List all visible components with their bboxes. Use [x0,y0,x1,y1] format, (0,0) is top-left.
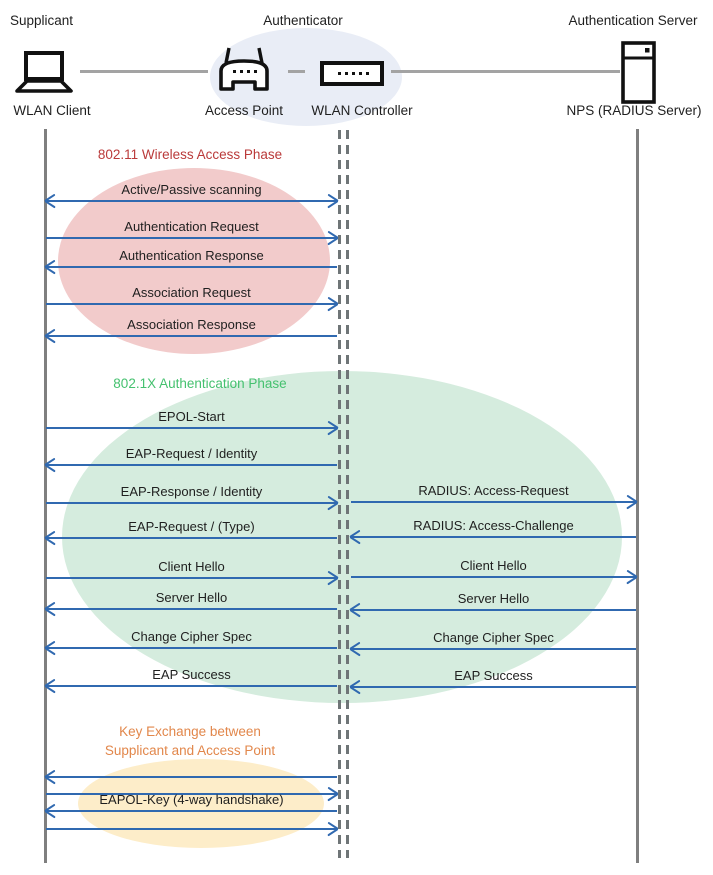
arrow-line [46,266,337,268]
arrow-line [46,427,337,429]
message-label: RADIUS: Access-Challenge [413,518,574,533]
message-label: Change Cipher Spec [131,629,252,644]
arrow-line [46,237,337,239]
arrow-line [351,501,636,503]
message-label: EAP-Request / (Type) [128,519,255,534]
arrow-line [351,536,636,538]
arrow-line [46,303,337,305]
message-label: RADIUS: Access-Request [418,483,569,498]
message-label: Association Response [127,317,256,332]
supplicant-role-label: Supplicant [10,13,74,28]
arrow-line [46,608,337,610]
message-label: Authentication Request [124,219,259,234]
message-label: EAP-Response / Identity [120,484,263,499]
arrow-line [351,686,636,688]
message-label: Client Hello [158,559,225,574]
access-point-label: Access Point [204,103,284,118]
arrow-line [351,648,636,650]
message-label: Active/Passive scanning [121,182,262,197]
message-label: Association Request [132,285,251,300]
arrow-line [351,576,636,578]
message-label: EAP Success [152,667,231,682]
arrow-line [46,577,337,579]
arrow-line [46,537,337,539]
controller-boundary-dashed-line [338,130,342,858]
message-label: EPOL-Start [158,409,225,424]
nps-radius-server-label: NPS (RADIUS Server) [566,103,702,118]
arrow-line [46,828,337,830]
arrow-line [351,609,636,611]
message-label: Change Cipher Spec [433,630,554,645]
arrow-line [46,502,337,504]
key-exchange-phase-title-line1: Key Exchange between [119,724,261,739]
arrow-line [46,685,337,687]
arrow-line [46,810,337,812]
wlan-client-label: WLAN Client [13,103,91,118]
message-label: Client Hello [460,558,527,573]
key-exchange-phase-title-line2: Supplicant and Access Point [104,743,276,758]
arrow-line [46,464,337,466]
message-label: Server Hello [155,590,228,605]
message-label: Authentication Response [119,248,264,263]
wlan-controller-label: WLAN Controller [311,103,413,118]
dot1x-auth-phase-title: 802.1X Authentication Phase [113,376,287,391]
authenticator-role-label: Authenticator [263,13,343,28]
arrow-line [46,200,337,202]
controller-boundary-dashed-line [346,130,350,858]
arrow-line [46,647,337,649]
message-label: Server Hello [457,591,530,606]
wireless-access-phase-title: 802.11 Wireless Access Phase [97,147,283,162]
message-label: EAPOL-Key (4-way handshake) [99,792,284,807]
message-label: EAP-Request / Identity [125,446,258,461]
arrow-line [46,335,337,337]
message-label: EAP Success [454,668,533,683]
authentication-server-role-label: Authentication Server [568,13,698,28]
arrow-line [46,776,337,778]
